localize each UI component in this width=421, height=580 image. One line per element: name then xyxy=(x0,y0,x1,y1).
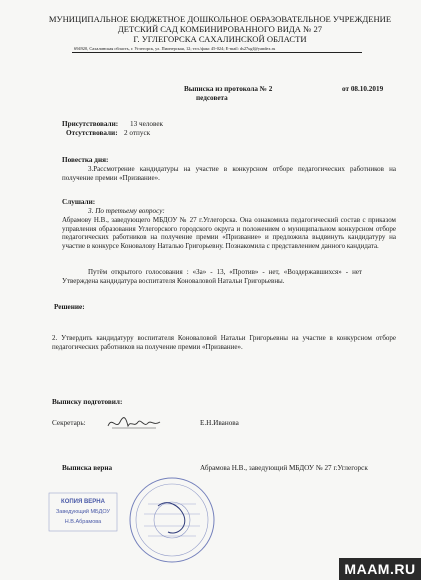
absent-value: 2 отпуск xyxy=(124,129,151,137)
present-label: Присутствовали: xyxy=(62,120,119,128)
secretary-name: Е.Н.Иванова xyxy=(200,419,239,427)
extract-date: от 08.10.2019 xyxy=(342,85,384,93)
maam-watermark: MAAM.RU xyxy=(339,558,421,580)
verified-value: Абрамова Н.В., заведующий МБДОУ № 27 г.Углегорск xyxy=(200,464,368,472)
heard-label: Слушали: xyxy=(62,198,96,206)
copy-stamp-line-2: Заведующий МБДОУ xyxy=(55,509,111,515)
round-seal-icon xyxy=(128,476,216,564)
heard-text: Абрамову Н.В., заведующего МБДОУ № 27 г.Углегорска. Она ознакомила педагогический состав с приказом управления образования Углегорского городского округа и положением о муниципальном конкурсном отборе педагогических работников на получение премии «Призвание» и предложила выдвинуть кандидатуру на участие в конкурсе Коновалову Наталью Григорьевну. Познакомила с представлением данного кандидата. xyxy=(62,216,396,250)
decision-label: Решение: xyxy=(54,303,85,311)
header-line-1: МУНИЦИПАЛЬНОЕ БЮДЖЕТНОЕ ДОШКОЛЬНОЕ ОБРАЗОВАТЕЛЬНОЕ УЧРЕЖДЕНИЕ xyxy=(48,14,392,24)
present-value: 13 человек xyxy=(130,120,164,128)
prepared-label: Выписку подготовил: xyxy=(52,398,123,406)
council-title: педсовета xyxy=(196,94,228,102)
header-line-3: Г. УГЛЕГОРСКА САХАЛИНСКОЙ ОБЛАСТИ xyxy=(133,34,307,44)
copy-verified-stamp xyxy=(48,492,118,532)
secretary-label: Секретарь: xyxy=(52,419,86,427)
heard-question: 3. По третьему вопросу: xyxy=(88,207,165,215)
agenda-label: Повестка дня: xyxy=(62,156,109,164)
absent-label: Отсутствовали: xyxy=(66,129,118,137)
agenda-text: 3.Рассмотрение кандидатуры на участие в конкурсном отборе педагогических работников на получение премии «Призвание». xyxy=(62,165,396,182)
header-address: 694920, Сахалинская область, г. Углегорск, ул. Пионерская, 12; тел./факс 45-024; E-mail: ds27ugl@yandex.ru xyxy=(74,46,276,51)
decision-text: 2. Утвердить кандидатуру воспитателя Коноваловой Натальи Григорьевны на участие в конкурсном отборе педагогических работников на получение премии «Призвание». xyxy=(52,334,396,351)
copy-stamp-line-3: Н.В.Абрамова xyxy=(64,519,102,525)
extract-title: Выписка из протокола № 2 xyxy=(184,85,273,93)
secretary-signature xyxy=(104,412,164,434)
heard-vote: Путём открытого голосования : «За» - 13, «Против» - нет, «Воздержавшихся» - нет Утверждена кандидатура воспитателя Коноваловой Натальи Григорьевны. xyxy=(62,268,362,285)
copy-stamp-line-1: КОПИЯ ВЕРНА xyxy=(61,499,105,505)
header-divider xyxy=(72,52,362,53)
verified-label: Выписка верна xyxy=(62,464,113,472)
header-line-2: ДЕТСКИЙ САД КОМБИНИРОВАННОГО ВИДА № 27 xyxy=(117,24,323,34)
